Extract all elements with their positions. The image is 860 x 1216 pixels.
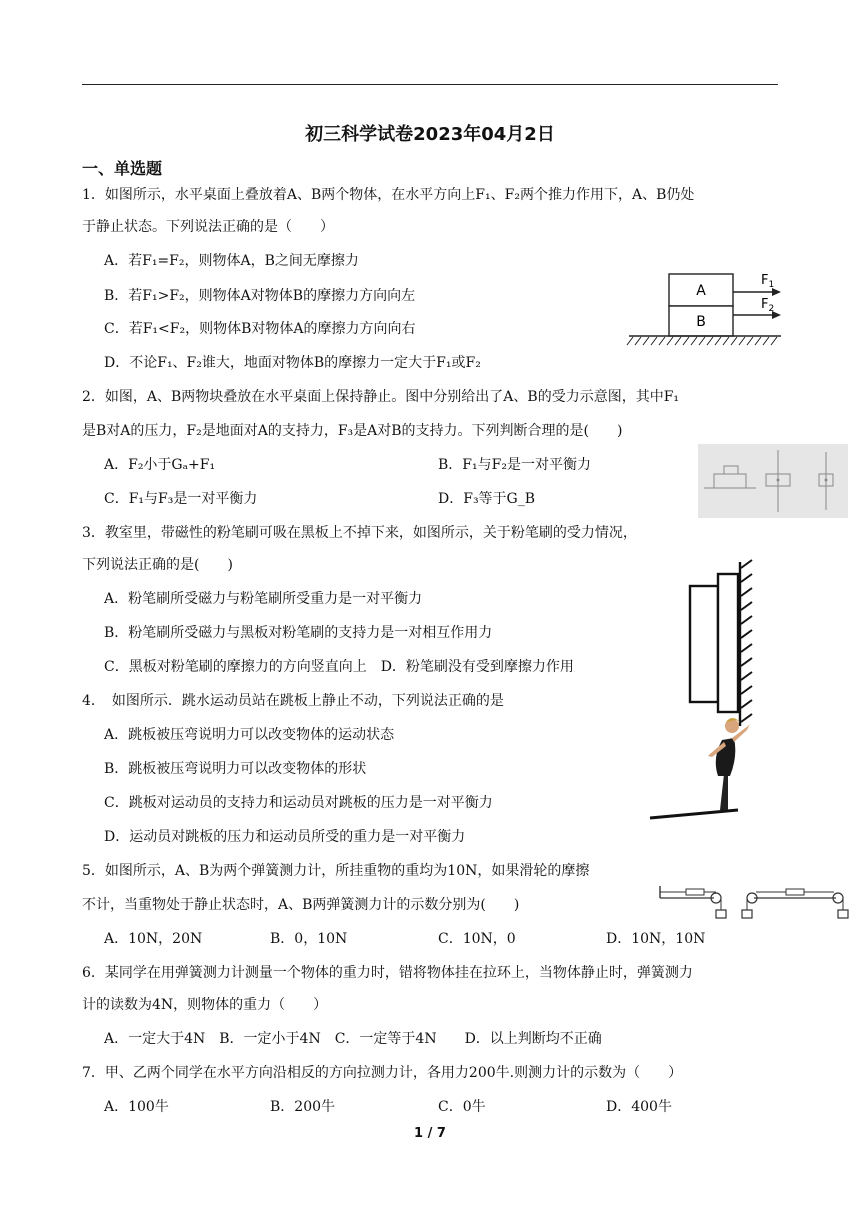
question-1-line-1: 1．如图所示，水平桌面上叠放着A、B两个物体，在水平方向上F₁、F₂两个推力作用下，A、B仍处 — [82, 187, 695, 203]
q3-option-b: B．粉笔刷所受磁力与黑板对粉笔刷的支持力是一对相互作用力 — [104, 625, 493, 641]
force-f1-label: F — [761, 273, 769, 288]
spring-scale-pulley-figure — [656, 882, 856, 920]
question-6-line-1: 6．某同学在用弹簧测力计测量一个物体的重力时，错将物体挂在拉环上，当物体静止时，弹簧测力 — [82, 965, 693, 981]
q5-option-a: A．10N，20N — [104, 931, 203, 947]
q3-option-a: A．粉笔刷所受磁力与粉笔刷所受重力是一对平衡力 — [104, 591, 423, 607]
q2-option-a: A．F₂小于Gₐ+F₁ — [104, 457, 216, 473]
q2-option-b: B．F₁与F₂是一对平衡力 — [438, 457, 591, 473]
force-diagram-figure — [698, 444, 848, 518]
force-f2-label: F — [761, 297, 769, 312]
q4-option-c: C．跳板对运动员的支持力和运动员对跳板的压力是一对平衡力 — [104, 795, 493, 811]
q4-option-a: A．跳板被压弯说明力可以改变物体的运动状态 — [104, 727, 395, 743]
page-title: 初三科学试卷2023年04月2日 — [305, 124, 555, 145]
q5-option-d: D．10N，10N — [606, 931, 706, 947]
question-7-line-1: 7．甲、乙两个同学在水平方向沿相反的方向拉测力计，各用力200牛.则测力计的示数为（ ） — [82, 1065, 683, 1081]
block-a-label: A — [696, 283, 706, 299]
diver-on-springboard-figure — [650, 710, 760, 822]
question-5-line-1: 5．如图所示，A、B为两个弹簧测力计，所挂重物的重均为10N，如果滑轮的摩擦 — [82, 863, 590, 879]
q4-option-d: D．运动员对跳板的压力和运动员所受的重力是一对平衡力 — [104, 829, 466, 845]
q2-option-d: D．F₃等于G_B — [438, 491, 536, 507]
page-number: 1 / 7 — [414, 1126, 446, 1141]
stacked-blocks-figure — [625, 266, 785, 350]
question-3-line-1: 3．教室里，带磁性的粉笔刷可吸在黑板上不掉下来，如图所示，关于粉笔刷的受力情况， — [82, 525, 637, 541]
question-2-line-2: 是B对A的压力，F₂是地面对A的支持力，F₃是A对B的支持力。下列判断合理的是( ) — [82, 423, 623, 439]
section-heading: 一、单选题 — [82, 159, 163, 178]
q7-option-b: B．200牛 — [270, 1099, 336, 1115]
force-f1-sub: 1 — [768, 280, 775, 290]
q1-option-b: B．若F₁>F₂，则物体A对物体B的摩擦力方向向左 — [104, 288, 416, 304]
q6-options: A．一定大于4N B．一定小于4N C．一定等于4N D．以上判断均不正确 — [104, 1031, 602, 1047]
q7-option-c: C．0牛 — [438, 1099, 486, 1115]
q7-option-d: D．400牛 — [606, 1099, 672, 1115]
q5-option-c: C．10N，0 — [438, 931, 516, 947]
q1-option-a: A．若F₁=F₂，则物体A，B之间无摩擦力 — [104, 253, 359, 269]
q7-option-a: A．100牛 — [104, 1099, 169, 1115]
header-rule — [82, 84, 778, 85]
chalk-brush-figure — [684, 560, 764, 730]
question-3-line-2: 下列说法正确的是( ) — [82, 557, 233, 573]
q2-option-c: C．F₁与F₃是一对平衡力 — [104, 491, 258, 507]
question-2-line-1: 2．如图，A、B两物块叠放在水平桌面上保持静止。图中分别给出了A、B的受力示意图，其中F₁ — [82, 389, 680, 405]
force-f2-sub: 2 — [768, 304, 775, 314]
question-6-line-2: 计的读数为4N，则物体的重力（ ） — [82, 997, 328, 1013]
q4-option-b: B．跳板被压弯说明力可以改变物体的形状 — [104, 761, 367, 777]
q3-option-c-d: C．黑板对粉笔刷的摩擦力的方向竖直向上 D．粉笔刷没有受到摩擦力作用 — [104, 659, 574, 675]
q1-option-d: D．不论F₁、F₂谁大，地面对物体B的摩擦力一定大于F₁或F₂ — [104, 355, 481, 371]
svg-text:F1 — [761, 273, 774, 290]
q5-option-b: B．0，10N — [270, 931, 348, 947]
question-5-line-2: 不计，当重物处于静止状态时，A、B两弹簧测力计的示数分别为( ) — [82, 897, 520, 913]
svg-text:F2 — [761, 297, 774, 314]
question-4-line-1: 4． 如图所示．跳水运动员站在跳板上静止不动，下列说法正确的是 — [82, 693, 504, 709]
q1-option-c: C．若F₁<F₂，则物体B对物体A的摩擦力方向向右 — [104, 321, 416, 337]
block-b-label: B — [696, 314, 706, 330]
question-1-line-2: 于静止状态。下列说法正确的是（ ） — [82, 219, 334, 235]
